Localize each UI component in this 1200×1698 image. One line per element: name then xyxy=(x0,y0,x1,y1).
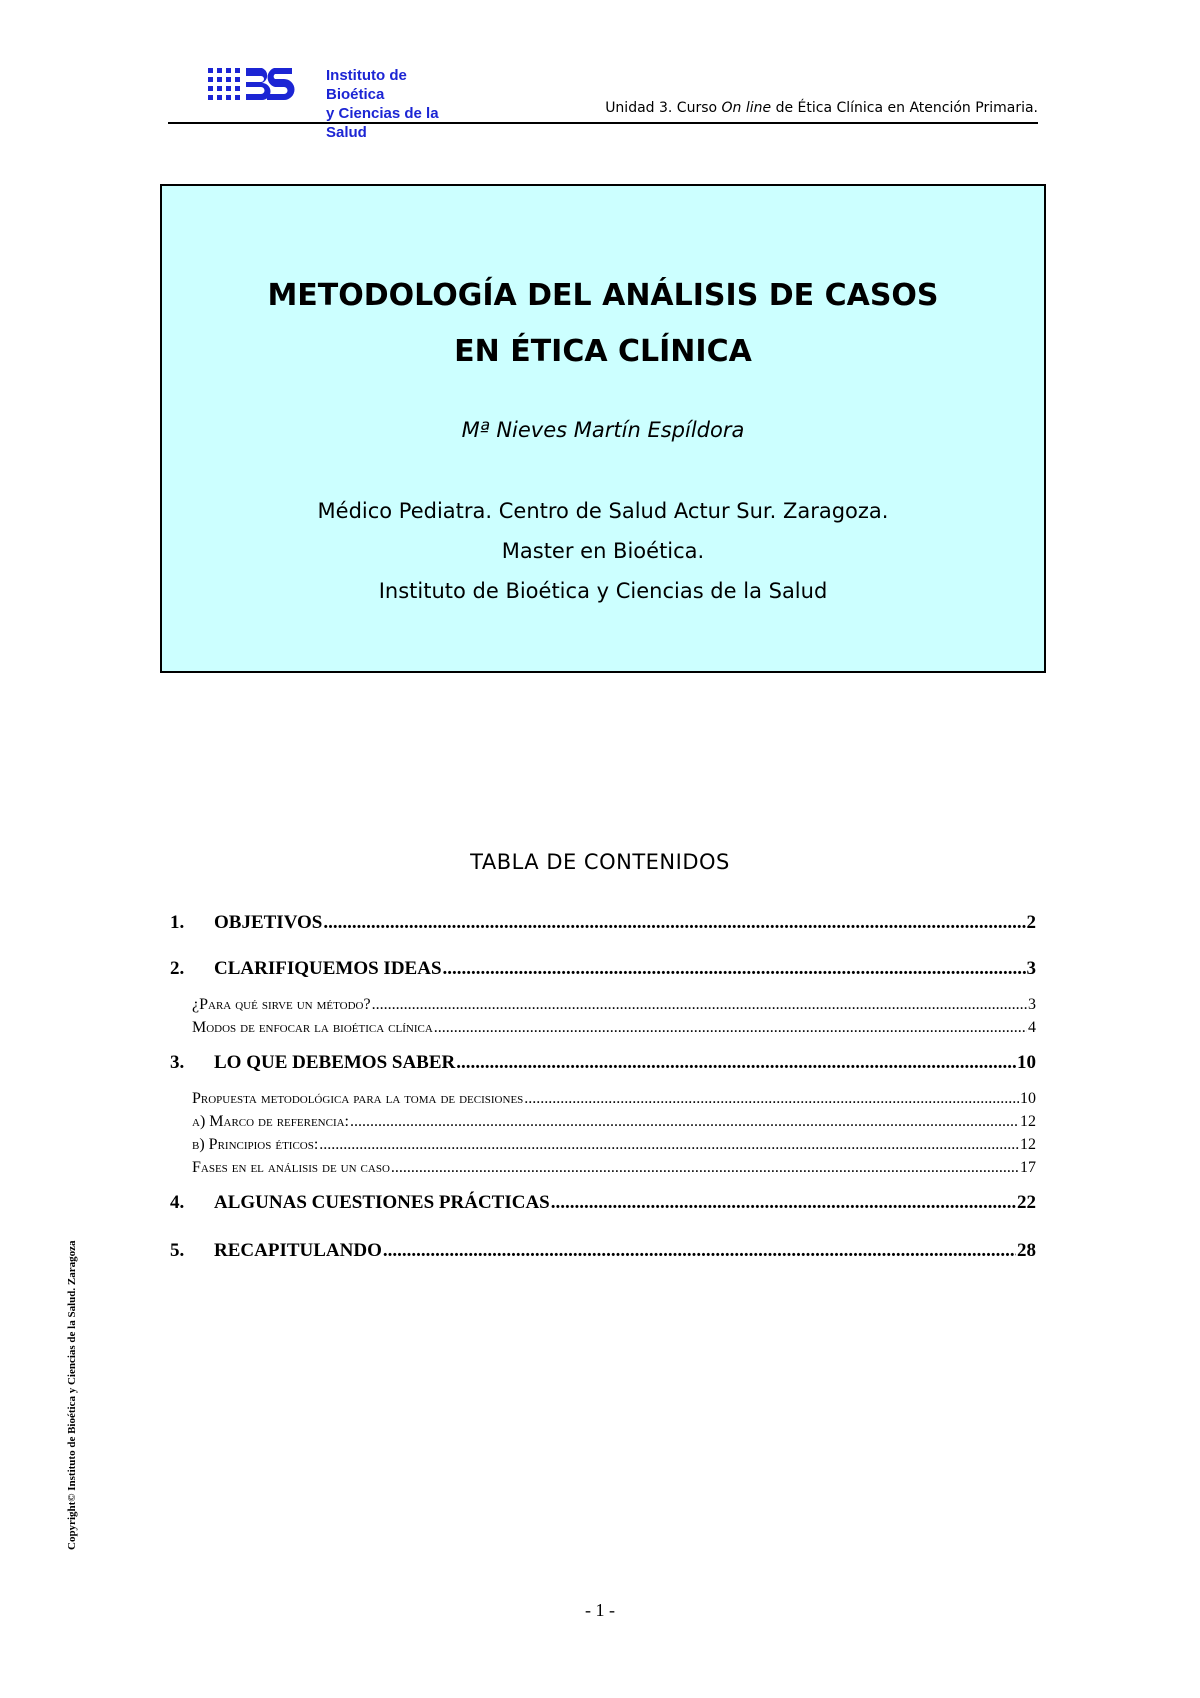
toc-leader-dots xyxy=(524,1090,1019,1108)
toc-leader-dots xyxy=(551,1192,1016,1214)
toc-entry-number: 5. xyxy=(170,1240,185,1261)
affiliation-line-1: Médico Pediatra. Centro de Salud Actur Sur. Zaragoza. xyxy=(317,499,889,523)
affiliation-line-2: Master en Bioética. xyxy=(501,539,705,563)
toc-leader-dots xyxy=(443,958,1026,980)
page-header xyxy=(168,60,1038,141)
toc-entry-recapitulando[interactable] xyxy=(170,1240,1036,1262)
toc-entry-page: 17 xyxy=(1020,1159,1036,1176)
toc-entry-debemos-saber[interactable] xyxy=(170,1052,1036,1074)
toc-entry-page: 12 xyxy=(1020,1113,1036,1130)
toc-entry-label: CLARIFIQUEMOS IDEAS xyxy=(214,958,442,979)
toc-entry-page: 3 xyxy=(1028,996,1036,1013)
toc-heading: TABLA DE CONTENIDOS xyxy=(470,850,730,874)
toc-entry-label: Modos de enfocar la bioética clínica xyxy=(192,1019,433,1036)
institute-logo xyxy=(208,64,458,141)
toc-subentry-metodo[interactable] xyxy=(192,996,1036,1014)
toc-entry-number: 2. xyxy=(170,958,185,979)
unit-prefix: Unidad 3. Curso xyxy=(605,100,722,116)
toc-leader-dots xyxy=(319,1136,1019,1154)
toc-leader-dots xyxy=(434,1019,1027,1037)
toc-entry-page: 4 xyxy=(1028,1019,1036,1036)
toc-leader-dots xyxy=(350,1113,1019,1131)
toc-leader-dots xyxy=(383,1240,1016,1262)
toc-entry-objetivos[interactable] xyxy=(170,912,1036,934)
page-number: - 1 - xyxy=(585,1600,615,1620)
toc-entry-page: 2 xyxy=(1026,912,1036,933)
toc-subentry-propuesta[interactable] xyxy=(192,1090,1036,1108)
title-line-1: METODOLOGÍA DEL ANÁLISIS DE CASOS xyxy=(267,278,939,313)
toc-entry-label: OBJETIVOS xyxy=(214,912,323,933)
toc-entry-page: 10 xyxy=(1017,1052,1036,1073)
toc-entry-label: RECAPITULANDO xyxy=(214,1240,382,1261)
toc-entry-number: 3. xyxy=(170,1052,185,1073)
ibcs-logo-icon xyxy=(208,64,320,104)
course-unit-line xyxy=(605,100,1038,116)
title-box xyxy=(160,184,1046,673)
affiliation-line-3: Instituto de Bioética y Ciencias de la Salud xyxy=(378,579,828,603)
author-affiliation xyxy=(162,491,1044,611)
toc-entry-clarifiquemos[interactable] xyxy=(170,958,1036,980)
toc-entry-label: a) Marco de referencia: xyxy=(192,1113,350,1130)
toc-entry-page: 10 xyxy=(1020,1090,1036,1107)
toc-entry-label: Propuesta metodológica para la toma de decisiones xyxy=(192,1090,524,1107)
logo-text xyxy=(326,66,458,142)
unit-suffix: de Ética Clínica en Atención Primaria. xyxy=(771,100,1038,116)
unit-italic: On line xyxy=(721,100,772,116)
toc-entry-cuestiones-practicas[interactable] xyxy=(170,1192,1036,1214)
author-name: Mª Nieves Martín Espíldora xyxy=(461,418,745,442)
toc-subentry-modos[interactable] xyxy=(192,1019,1036,1037)
toc-entry-page: 28 xyxy=(1017,1240,1036,1261)
toc-entry-page: 3 xyxy=(1026,958,1036,979)
toc-entry-label: b) Principios éticos: xyxy=(192,1136,319,1153)
toc-subentry-principios[interactable] xyxy=(192,1136,1036,1154)
toc-entry-page: 22 xyxy=(1017,1192,1036,1213)
toc-entry-label: LO QUE DEBEMOS SABER xyxy=(214,1052,456,1073)
toc-subentry-fases[interactable] xyxy=(192,1159,1036,1177)
toc-leader-dots xyxy=(323,912,1025,934)
toc-subentry-marco[interactable] xyxy=(192,1113,1036,1131)
toc-entry-number: 1. xyxy=(170,912,185,933)
logo-line-2: y Ciencias de la Salud xyxy=(326,105,439,141)
document-title xyxy=(162,268,1044,380)
toc-entry-label: ¿Para qué sirve un método? xyxy=(192,996,371,1013)
logo-line-1: Instituto de Bioética xyxy=(326,67,407,103)
toc-leader-dots xyxy=(456,1052,1016,1074)
toc-entry-label: ALGUNAS CUESTIONES PRÁCTICAS xyxy=(214,1192,550,1213)
toc-entry-page: 12 xyxy=(1020,1136,1036,1153)
title-line-2: EN ÉTICA CLÍNICA xyxy=(454,334,752,369)
copyright-notice: Copyright© Instituto de Bioética y Ciencias de la Salud. Zaragoza xyxy=(66,1240,78,1550)
toc-entry-label: Fases en el análisis de un caso xyxy=(192,1159,390,1176)
toc-leader-dots xyxy=(372,996,1027,1014)
toc-leader-dots xyxy=(391,1159,1019,1177)
toc-entry-number: 4. xyxy=(170,1192,185,1213)
